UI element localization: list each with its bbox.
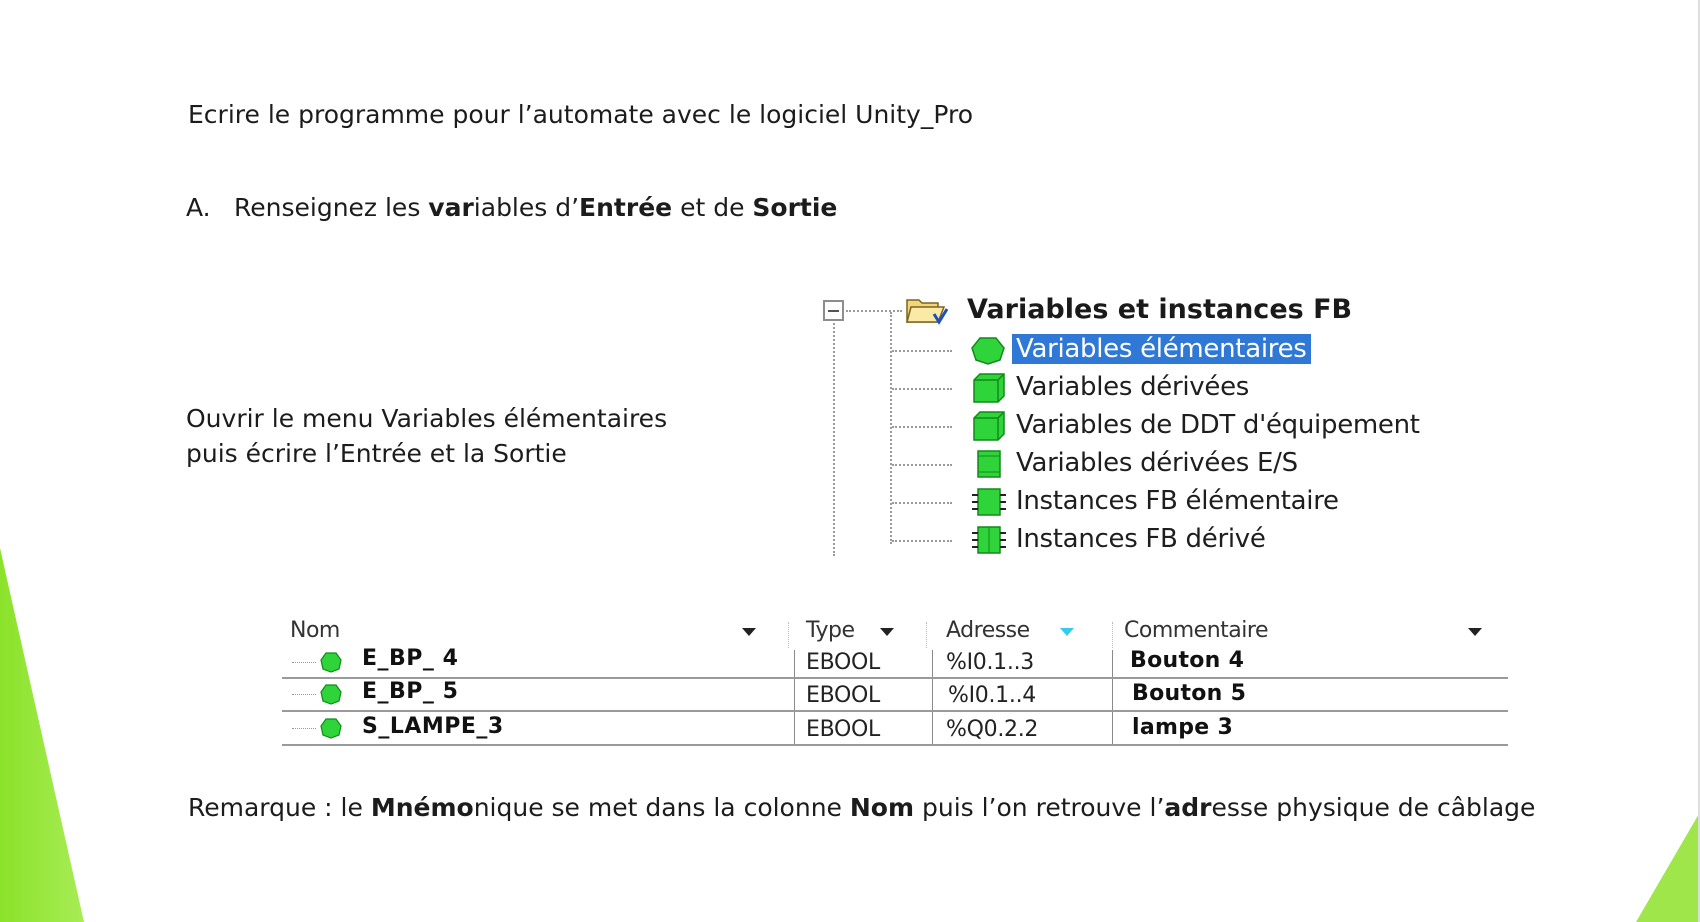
remark-bold: Nom	[849, 793, 915, 822]
section-a-bold: var	[428, 193, 474, 222]
open-folder-icon	[904, 292, 948, 328]
tree-item-label: Variables élémentaires	[1012, 334, 1311, 364]
tree-item-variables-derivees[interactable]	[900, 370, 1420, 406]
dropdown-arrow-icon[interactable]	[880, 628, 894, 636]
tree-item-instances-fb-elementaire[interactable]	[900, 484, 1420, 520]
tree-item-label: Variables dérivées	[1016, 372, 1250, 402]
remark-bold: Mnémo	[370, 793, 474, 822]
row-1-comment[interactable]: Bouton 5	[1132, 681, 1247, 706]
green-circle-icon	[968, 334, 1008, 366]
column-header-adresse[interactable]: Adresse	[946, 618, 1030, 643]
section-a-bold: Sortie	[752, 193, 838, 222]
dropdown-arrow-icon[interactable]	[1468, 628, 1482, 636]
row-1-name[interactable]: E_BP_ 5	[362, 679, 459, 704]
green-circle-icon	[318, 716, 344, 740]
row-2-address[interactable]: %Q0.2.2	[946, 717, 1039, 742]
green-circle-icon	[318, 682, 344, 706]
open-menu-line-2: puis écrire l’Entrée et la Sortie	[186, 439, 567, 468]
tree-item-label: Instances FB élémentaire	[1016, 486, 1339, 516]
section-a-number: A.	[186, 193, 211, 222]
remark-part: esse physique de câblage	[1211, 793, 1536, 822]
remark-text	[188, 793, 1535, 822]
row-0-type[interactable]: EBOOL	[806, 650, 880, 675]
section-a-part: iables d’	[473, 193, 580, 222]
variables-table	[282, 618, 1508, 748]
intro-text: Ecrire le programme pour l’automate avec le logiciel Unity_Pro	[188, 100, 974, 129]
row-0-comment[interactable]: Bouton 4	[1130, 648, 1245, 673]
section-a-bold: Entrée	[579, 193, 673, 222]
green-chip-icon	[968, 486, 1008, 518]
green-block-icon	[968, 448, 1008, 480]
column-header-type[interactable]: Type	[806, 618, 855, 643]
open-menu-line-1: Ouvrir le menu Variables élémentaires	[186, 404, 668, 433]
section-a-part: et de	[672, 193, 753, 222]
sort-arrow-icon[interactable]	[1060, 628, 1074, 636]
green-chip-icon	[968, 524, 1008, 556]
remark-part: Remarque : le	[188, 793, 371, 822]
row-2-name[interactable]: S_LAMPE_3	[362, 714, 504, 739]
tree-item-label: Instances FB dérivé	[1016, 524, 1266, 554]
column-header-commentaire[interactable]: Commentaire	[1124, 618, 1268, 643]
remark-part: puis l’on retrouve l’	[914, 793, 1165, 822]
section-a-part: Renseignez les	[234, 193, 429, 222]
tree-item-variables-elementaires[interactable]	[900, 332, 1420, 368]
tree-item-label: Variables de DDT d'équipement	[1016, 410, 1420, 440]
variables-tree	[810, 290, 1430, 570]
collapse-toggle[interactable]	[823, 300, 844, 321]
section-a-heading	[186, 193, 837, 222]
dropdown-arrow-icon[interactable]	[742, 628, 756, 636]
green-cube-icon	[968, 410, 1008, 442]
tree-root-label: Variables et instances FB	[967, 294, 1353, 325]
row-2-type[interactable]: EBOOL	[806, 717, 880, 742]
column-header-nom[interactable]: Nom	[290, 618, 340, 643]
row-0-name[interactable]: E_BP_ 4	[362, 646, 459, 671]
remark-part: nique se met dans la colonne	[473, 793, 850, 822]
row-1-address[interactable]: %I0.1..4	[948, 683, 1036, 708]
tree-item-label: Variables dérivées E/S	[1016, 448, 1298, 478]
remark-bold: adr	[1164, 793, 1212, 822]
tree-item-variables-ddt-equipement[interactable]	[900, 408, 1420, 444]
tree-item-instances-fb-derive[interactable]	[900, 522, 1420, 558]
green-circle-icon	[318, 650, 344, 674]
green-cube-icon	[968, 372, 1008, 404]
tree-item-variables-derivees-es[interactable]	[900, 446, 1420, 482]
row-0-address[interactable]: %I0.1..3	[946, 650, 1034, 675]
row-1-type[interactable]: EBOOL	[806, 683, 880, 708]
row-2-comment[interactable]: lampe 3	[1132, 715, 1234, 740]
